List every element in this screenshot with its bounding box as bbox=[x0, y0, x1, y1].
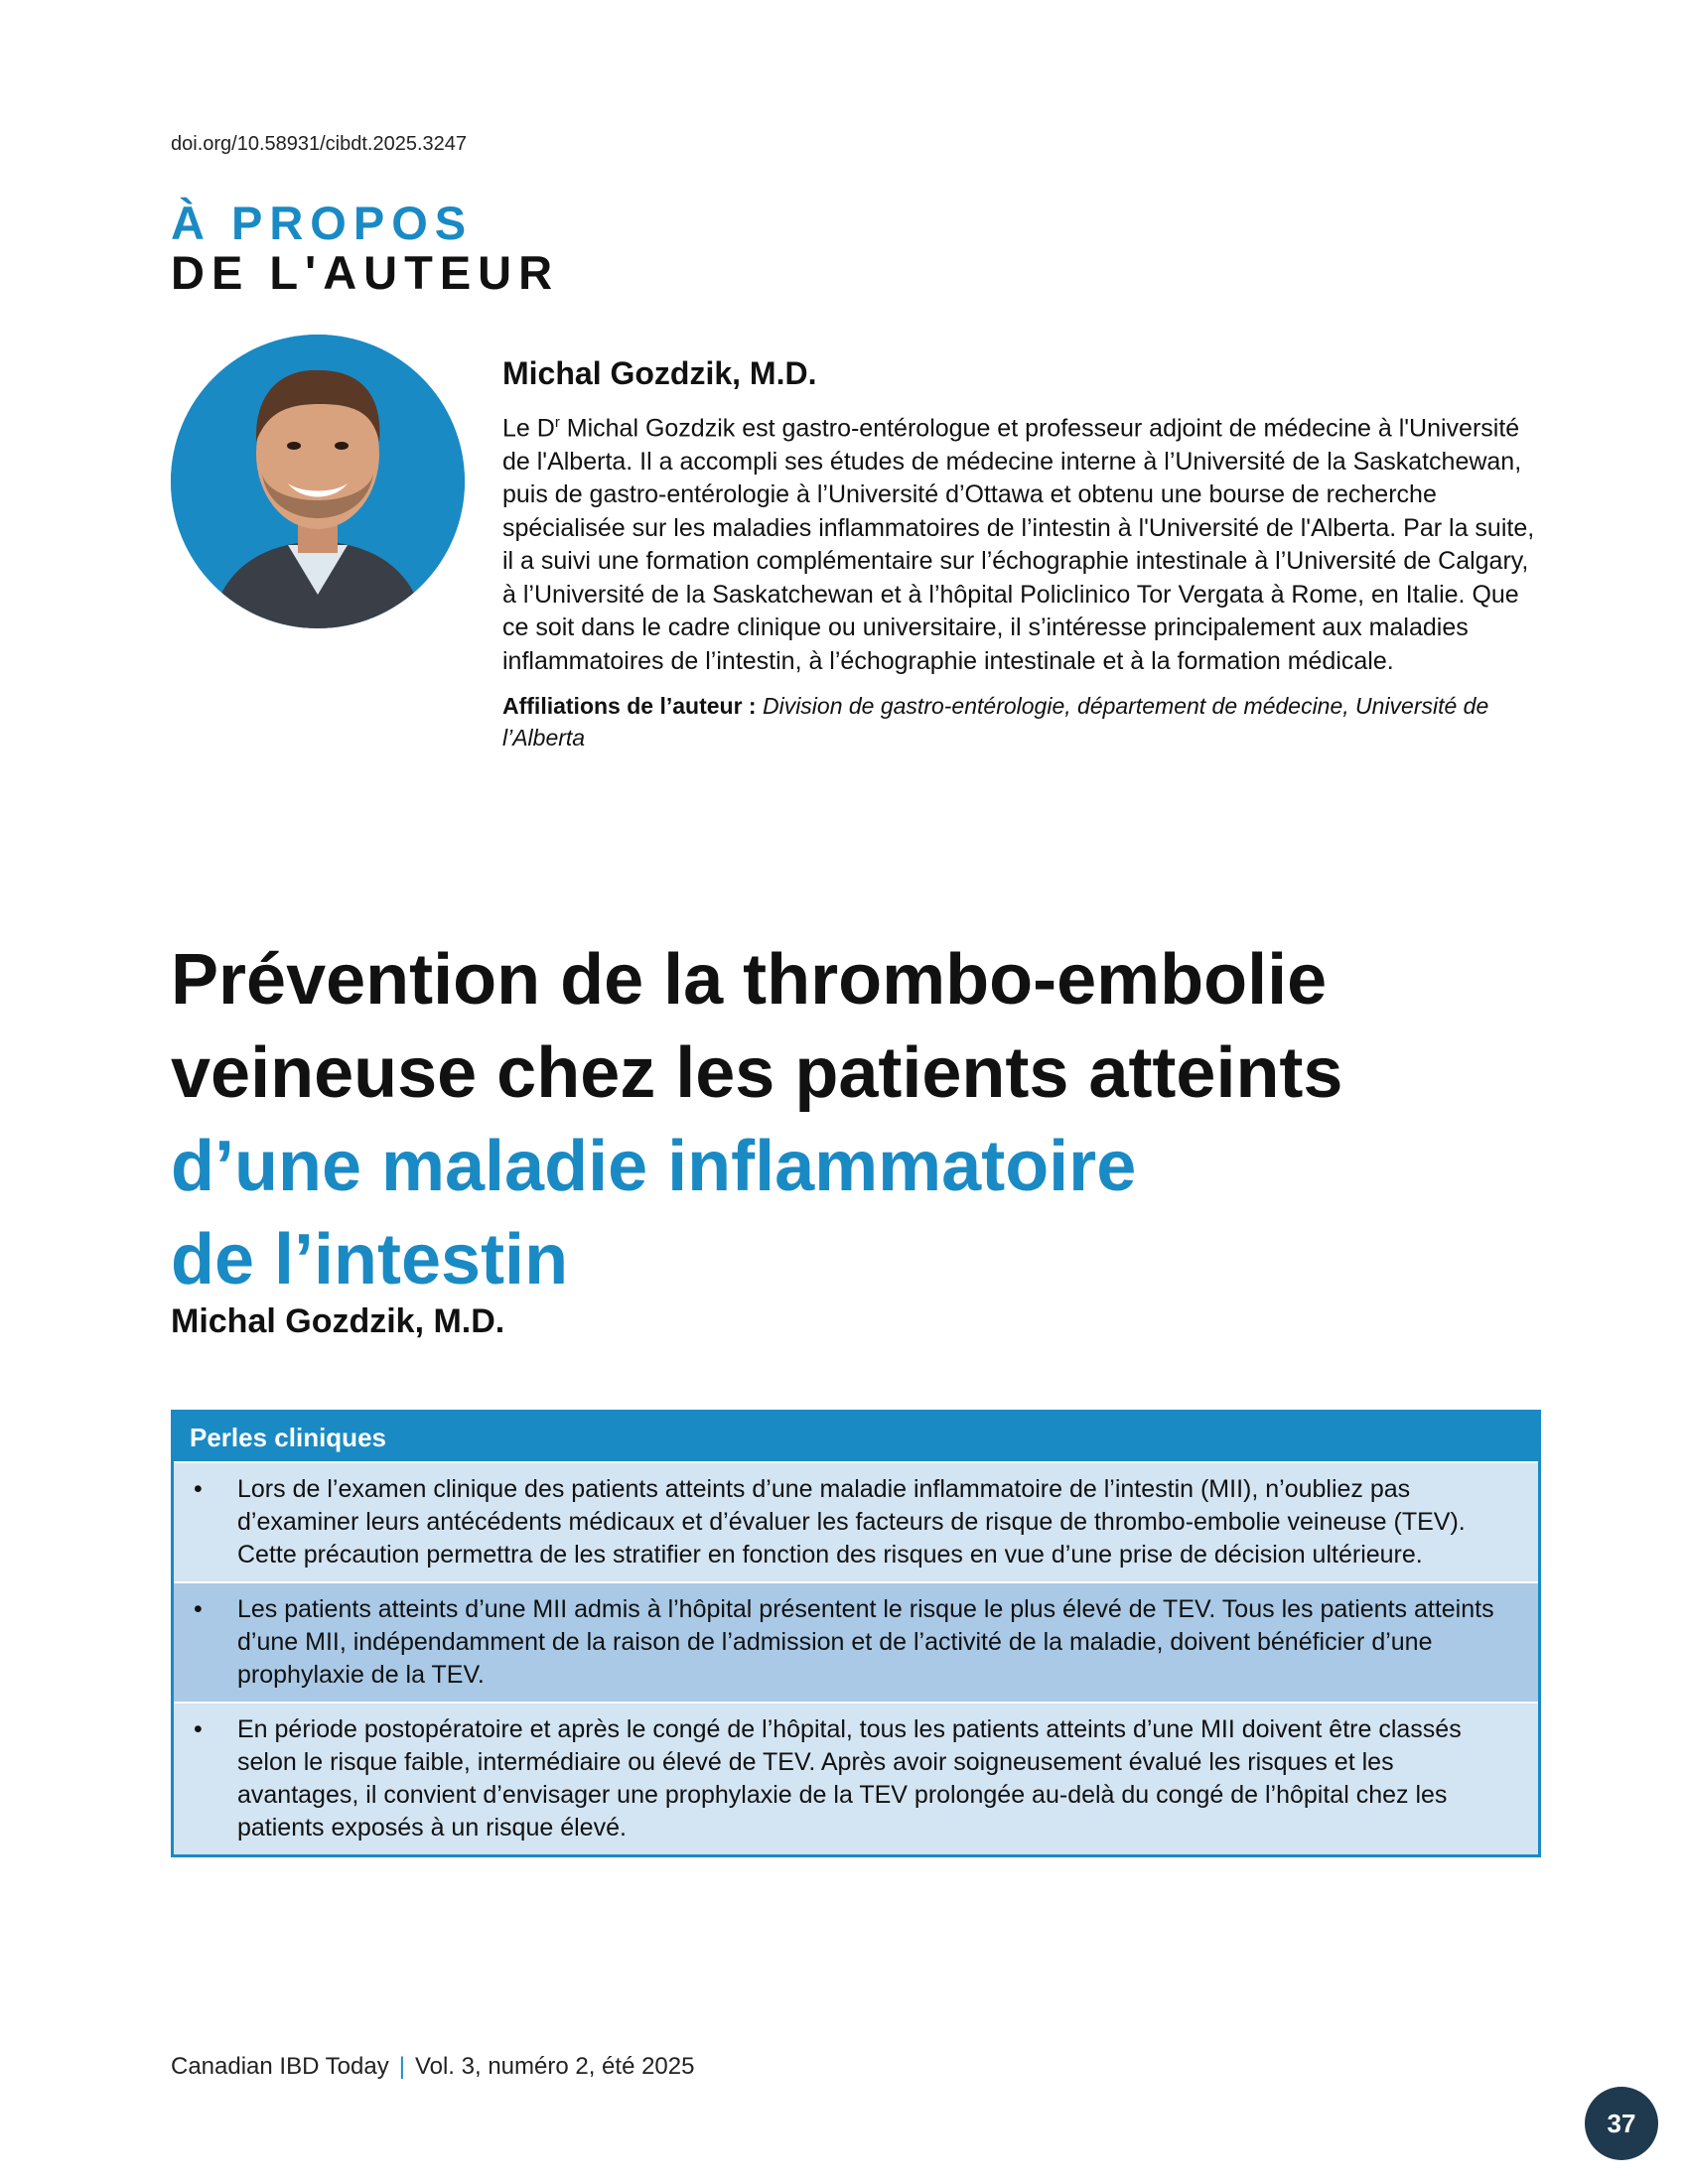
article-byline: Michal Gozdzik, M.D. bbox=[171, 1302, 505, 1340]
affiliations-label: Affiliations de l’auteur : bbox=[502, 693, 757, 720]
bio-superscript: r bbox=[554, 414, 560, 431]
journal-name: Canadian IBD Today bbox=[171, 2053, 389, 2080]
author-bio bbox=[502, 406, 1545, 678]
page-footer bbox=[171, 2053, 694, 2081]
about-line-2: DE L'AUTEUR bbox=[171, 246, 560, 299]
author-info bbox=[502, 355, 1545, 753]
about-line-1: À PROPOS bbox=[171, 197, 474, 249]
pearl-item bbox=[174, 1702, 1538, 1854]
page-number-badge: 37 bbox=[1585, 2087, 1658, 2160]
clinical-pearls-box bbox=[171, 1410, 1541, 1857]
author-portrait-illustration bbox=[171, 335, 465, 628]
title-line-2: veineuse chez les patients atteints bbox=[171, 1033, 1343, 1113]
pearl-item bbox=[174, 1461, 1538, 1581]
article-title bbox=[171, 933, 1561, 1306]
title-line-1: Prévention de la thrombo-embolie bbox=[171, 940, 1328, 1020]
author-affiliations bbox=[502, 690, 1545, 753]
bullet-icon: • bbox=[194, 1595, 203, 1623]
pearl-item bbox=[174, 1581, 1538, 1702]
bullet-icon: • bbox=[194, 1715, 203, 1743]
bullet-icon: • bbox=[194, 1475, 203, 1503]
pearl-text: Les patients atteints d’une MII admis à l’hôpital présentent le risque le plus élevé de TEV. Tous les patients atteints d’une MII, indépendamment de la raison de l’admission et de l’activité de la maladie, doivent bénéficier d’une prophylaxie de la TEV. bbox=[237, 1595, 1494, 1689]
pearl-text: Lors de l’examen clinique des patients atteints d’une maladie inflammatoire de l’intestin (MII), n’oubliez pas d’examiner leurs antécédents médicaux et d’évaluer les facteurs de risque de thrombo-embolie veineuse (TEV). Cette précaution permettra de les stratifier en fonction des risques en vue d’une prise de décision ultérieure. bbox=[237, 1475, 1466, 1569]
pearl-text: En période postopératoire et après le congé de l’hôpital, tous les patients atteints d’une MII doivent être classés selon le risque faible, intermédiaire ou élevé de TEV. Après avoir soigneusement évalué les risques et les avantages, il convient d’envisager une prophylaxie de la TEV prolongée au-delà du congé de l’hôpital chez les patients exposés à un risque élevé. bbox=[237, 1715, 1462, 1842]
title-line-3: d’une maladie inflammatoire bbox=[171, 1127, 1137, 1206]
affiliations-text: Division de gastro-entérologie, département de médecine, Université de l’Alberta bbox=[502, 693, 1489, 751]
bio-prefix: Le D bbox=[502, 414, 555, 443]
author-name: Michal Gozdzik, M.D. bbox=[502, 355, 817, 391]
footer-separator: | bbox=[398, 2053, 405, 2080]
bio-text: Michal Gozdzik est gastro-entérologue et professeur adjoint de médecine à l'Université de l'Alberta. Il a accompli ses études de médecine interne à l’Université de la Saskatchewan, puis de gastro-entérologie à l’Université d’Ottawa et obtenu une bourse de recherche spécialisée sur les maladies inflammatoires de l’intestin à l'Université de l'Alberta. Par la suite, il a suivi une formation complémentaire sur l’échographie intestinale à l’Université de Calgary, à l’Université de la Saskatchewan et à l’hôpital Policlinico Tor Vergata à Rome, en Italie. Que ce soit dans le cadre clinique ou universitaire, il s’intéresse principalement aux maladies inflammatoires de l’intestin, à l’échographie intestinale et à la formation médicale. bbox=[502, 414, 1535, 675]
clinical-pearls-heading: Perles cliniques bbox=[174, 1413, 1538, 1461]
about-author-heading bbox=[171, 199, 559, 298]
title-line-4: de l’intestin bbox=[171, 1220, 569, 1299]
doi-link[interactable]: doi.org/10.58931/cibdt.2025.3247 bbox=[171, 133, 468, 155]
author-photo bbox=[171, 335, 465, 628]
issue-info: Vol. 3, numéro 2, été 2025 bbox=[414, 2053, 695, 2080]
